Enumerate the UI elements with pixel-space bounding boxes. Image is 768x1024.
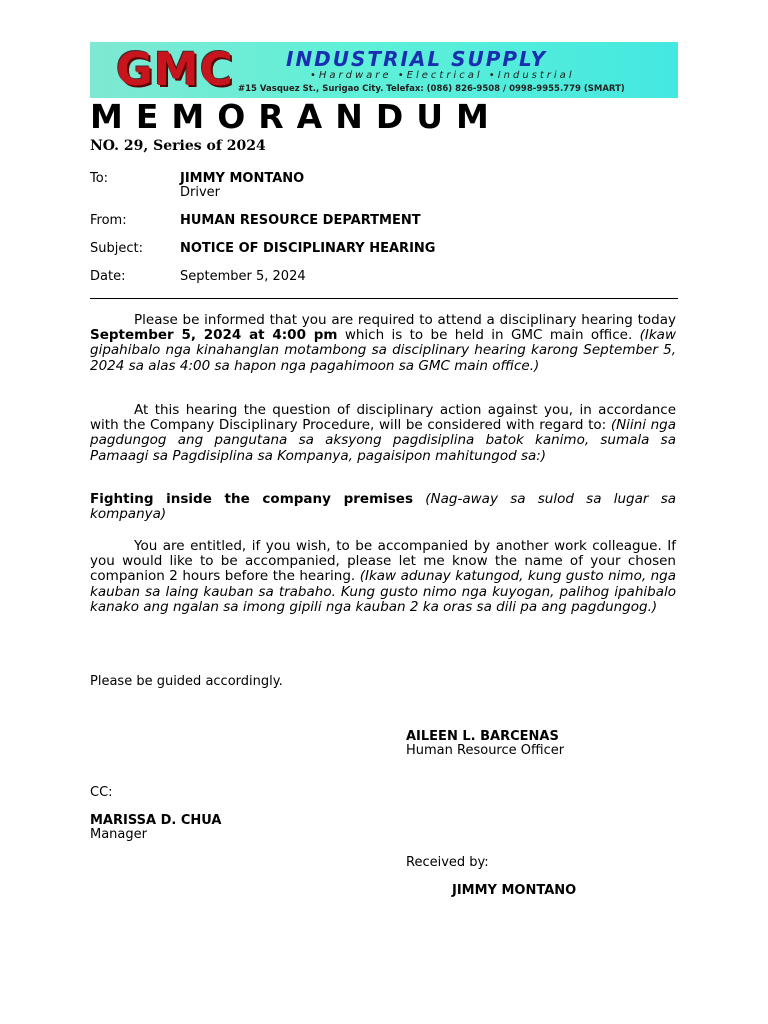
closing-line: Please be guided accordingly. [90, 674, 283, 689]
p1-datetime: September 5, 2024 at 4:00 pm [90, 327, 338, 344]
p1-translation: (Ikaw gipahibalo nga kinahanglan motambong sa disciplinary hearing karong September 5, 2024 sa alas 4:00 sa hapon nga pagahimoon sa GMC main office.) [90, 327, 676, 374]
p3-text: You are entitled, if you wish, to be accompanied by another work colleague. If you would like to be accompanied, please let me know the name of your chosen companion 2 hours before the hearing. [90, 538, 676, 585]
p3-translation: (Ikaw adunay katungod, kung gusto nimo, nga kauban sa laing kauban sa trabaho. Kung gusto nimo nga kuyogan, palihog ipahibalo kanako ang ngalan sa imong gipili nga kauban 2 ka oras sa dili pa ang pagdungog.) [90, 568, 676, 615]
header-divider [90, 298, 678, 299]
letterhead-banner [90, 42, 678, 98]
date-value: September 5, 2024 [180, 269, 306, 284]
cc-label: CC: [90, 785, 113, 800]
charge-translation: (Nag-away sa sulod sa lugar sa kompanya) [90, 491, 676, 523]
p1-text-2: which is to be held in GMC main office. [337, 327, 640, 344]
charge-text: Fighting inside the company premises [90, 491, 414, 507]
company-logo: GMC [116, 43, 234, 96]
company-tagline: •Hardware •Electrical •Industrial [310, 70, 575, 81]
subject-value: NOTICE OF DISCIPLINARY HEARING [180, 241, 436, 256]
from-label: From: [90, 213, 127, 228]
to-position: Driver [180, 185, 221, 200]
from-value: HUMAN RESOURCE DEPARTMENT [180, 213, 421, 228]
company-address: #15 Vasquez St., Surigao City. Telefax: (086) 826-9508 / 0998-9955.779 (SMART) [238, 84, 625, 94]
signatory-name: AILEEN L. BARCENAS [406, 729, 559, 744]
p1-text: Please be informed that you are required to attend a disciplinary hearing today [134, 312, 676, 328]
to-name: JIMMY MONTANO [180, 171, 305, 186]
cc-title: Manager [90, 827, 147, 842]
to-label: To: [90, 171, 109, 186]
p2-translation: (Niini nga pagdungog ang pangutana sa aksyong pagdisiplina batok kanimo, sumala sa Pamaagi sa Pagdisiplina sa Kompanya, pagaisipon mahitungod sa:) [90, 417, 676, 464]
cc-name: MARISSA D. CHUA [90, 813, 222, 828]
date-label: Date: [90, 269, 126, 284]
subject-label: Subject: [90, 241, 143, 256]
paragraph-hearing-question [90, 403, 676, 464]
memo-title: MEMORANDUM [90, 97, 502, 136]
paragraph-hearing-notice [90, 313, 676, 374]
received-label: Received by: [406, 855, 489, 870]
memo-number: NO. 29, Series of 2024 [90, 138, 266, 154]
received-name: JIMMY MONTANO [452, 883, 577, 898]
paragraph-charge [90, 492, 676, 522]
signatory-title: Human Resource Officer [406, 743, 565, 758]
paragraph-companion [90, 539, 676, 615]
p2-text: At this hearing the question of disciplinary action against you, in accordance with the Company Disciplinary Procedure, will be considered with regard to: [90, 402, 676, 434]
company-name: INDUSTRIAL SUPPLY [286, 47, 548, 71]
